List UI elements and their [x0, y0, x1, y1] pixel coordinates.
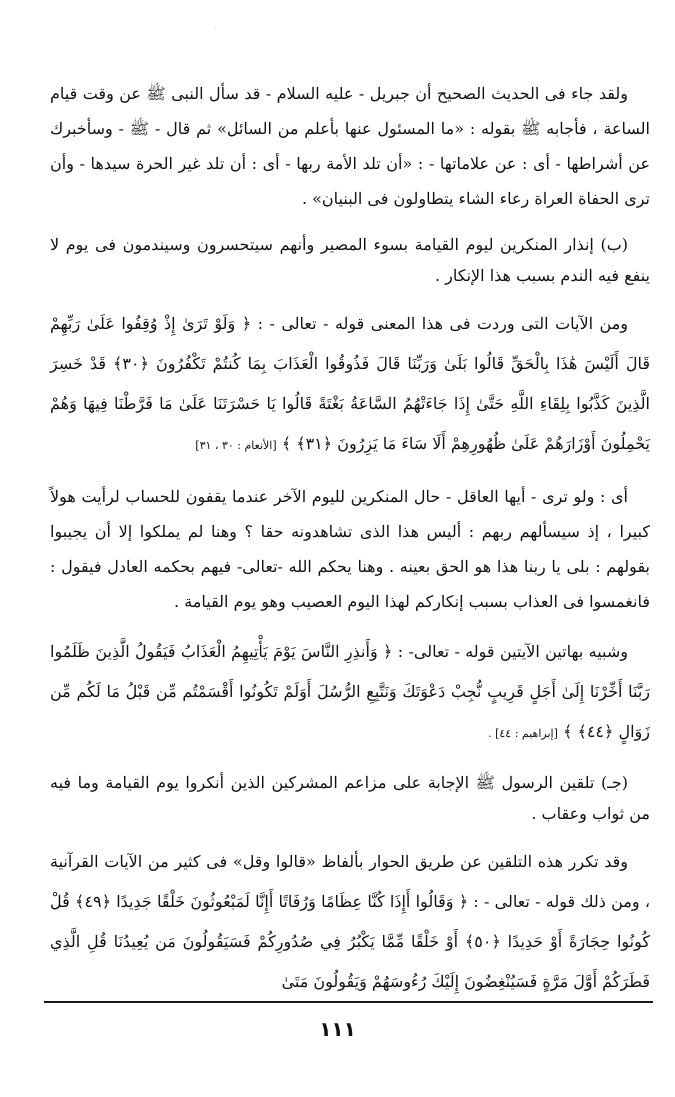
- paragraph-text: أى : ولو ترى - أيها العاقل - حال المنكرين لليوم الآخر عندما يقفون للحساب لرأيت هولاً كبيرا ، إذ سيسألهم ربهم : أليس هذا الذى تشاهدونه حقا ؟ وهنا لم يملكوا إلا أن يجيبوا بقولهم : بلى يا ربنا هذا هو الحق بعينه . وهنا يحكم الله -تعالى- فيهم بحكمه العادل فيقول : فانغمسوا فى العذاب بسبب إنكاركم لهذا اليوم العصيب وهو يوم القيامة .: [50, 487, 650, 611]
- footer-divider: [44, 1001, 653, 1003]
- paragraph-hadith: [50, 76, 650, 216]
- paragraph-text: وشبيه بهاتين الآيتين قوله - تعالى- : ﴿ وَأَنذِرِ النَّاسَ يَوْمَ يَأْتِيهِمُ الْعَذَابُ فَيَقُولُ الَّذِينَ ظَلَمُوا رَبَّنَا أَخِّرْنَا إِلَىٰ أَجَلٍ قَرِيبٍ نُّجِبْ دَعْوَتَكَ وَنَتَّبِعِ الرُّسُلَ أَوَلَمْ تَكُونُوا أَقْسَمْتُم مِّن قَبْلُ مَا لَكُم مِّن زَوَالٍ ﴿٤٤﴾ ﴾: [50, 642, 650, 741]
- page-body: [50, 76, 650, 1015]
- paragraph-text: (ب) إنذار المنكرين ليوم القيامة بسوء المصير وأنهم سيتحسرون وسيندمون فى يوم لا ينفع فيه الندم بسبب هذا الإنكار .: [50, 235, 650, 285]
- paragraph-dialogue: [50, 842, 650, 1002]
- paragraph-text: ولقد جاء فى الحديث الصحيح أن جبريل - عليه السلام - قد سأل النبى ﷺ عن وقت قيام الساعة ، فأجابه ﷺ بقوله : «ما المسئول عنها بأعلم من السائل» ثم قال - ﷺ - وسأخبرك عن أشراطها - أى : عن علاماتها - : «أن تلد الأمة ربها - أى : أن تلد غير الحرة سيدها - وأن ترى الحفاة العراة رعاء الشاء يتطاولون فى البنيان» .: [50, 84, 650, 208]
- paragraph-verse-anam: [50, 304, 650, 466]
- verse-reference: [الأنعام : ٣٠ ، ٣١]: [195, 439, 277, 452]
- paragraph-text: (جـ) تلقين الرسول ﷺ الإجابة على مزاعم المشركين الذين أنكروا يوم القيامة وما فيه من ثواب وعقاب .: [50, 773, 650, 823]
- verse-reference: [إبراهيم : ٤٤] .: [488, 727, 558, 740]
- page-number: ١١١: [319, 1017, 356, 1041]
- paper-mark: ʻ: [214, 27, 217, 37]
- paragraph-explanation: [50, 479, 650, 619]
- paragraph-section-c: [50, 767, 650, 829]
- paragraph-text: وقد تكرر هذه التلقين عن طريق الحوار بألفاظ «قالوا وقل» فى كثير من الآيات القرآنية ، ومن ذلك قوله - تعالى - : ﴿ وَقَالُوا أَإِذَا كُنَّا عِظَامًا وَرُفَاتًا أَإِنَّا لَمَبْعُوثُونَ خَلْقًا جَدِيدًا ﴿٤٩﴾ قُلْ كُونُوا حِجَارَةً أَوْ حَدِيدًا ﴿٥٠﴾ أَوْ خَلْقًا مِّمَّا يَكْبُرُ فِي صُدُورِكُمْ فَسَيَقُولُونَ مَن يُعِيدُنَا قُلِ الَّذِي فَطَرَكُمْ أَوَّلَ مَرَّةٍ فَسَيُنْغِضُونَ إِلَيْكَ رُءُوسَهُمْ وَيَقُولُونَ مَتَىٰ: [50, 852, 650, 991]
- paragraph-verse-ibrahim: [50, 632, 650, 754]
- paragraph-text: ومن الآيات التى وردت فى هذا المعنى قوله - تعالى - : ﴿ وَلَوْ تَرَىٰ إِذْ وُقِفُوا عَلَىٰ رَبِّهِمْ قَالَ أَلَيْسَ هَٰذَا بِالْحَقِّ قَالُوا بَلَىٰ وَرَبِّنَا قَالَ فَذُوقُوا الْعَذَابَ بِمَا كُنتُمْ تَكْفُرُونَ ﴿٣٠﴾ قَدْ خَسِرَ الَّذِينَ كَذَّبُوا بِلِقَاءِ اللَّهِ حَتَّىٰ إِذَا جَاءَتْهُمُ السَّاعَةُ بَغْتَةً قَالُوا يَا حَسْرَتَنَا عَلَىٰ مَا فَرَّطْنَا فِيهَا وَهُمْ يَحْمِلُونَ أَوْزَارَهُمْ عَلَىٰ ظُهُورِهِمْ أَلَا سَاءَ مَا يَزِرُونَ ﴿٣١﴾ ﴾: [50, 314, 651, 453]
- paragraph-section-b: [50, 229, 650, 291]
